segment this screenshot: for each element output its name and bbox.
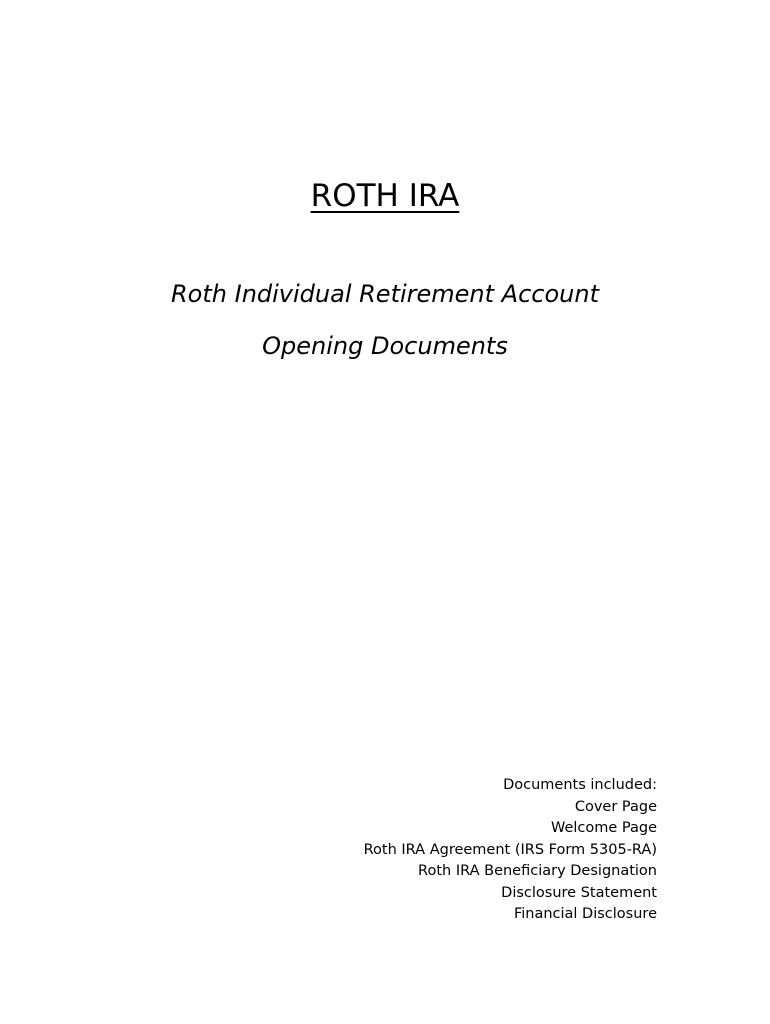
documents-included-heading: Documents included: [503,777,657,793]
document-subtitle-line2: Opening Documents [262,332,508,360]
document-subtitle-line1: Roth Individual Retirement Account [171,280,599,308]
document-list-item: Welcome Page [550,820,657,836]
documents-included-list [364,775,657,926]
document-list-item: Roth IRA Agreement (IRS Form 5305-RA) [363,841,657,858]
document-list-item: Roth IRA Beneficiary Designation [418,863,657,879]
document-title: ROTH IRA [310,178,460,214]
document-list-item: Cover Page [574,798,657,815]
document-list-item: Financial Disclosure [513,906,657,922]
document-list-item: Disclosure Statement [501,884,657,901]
